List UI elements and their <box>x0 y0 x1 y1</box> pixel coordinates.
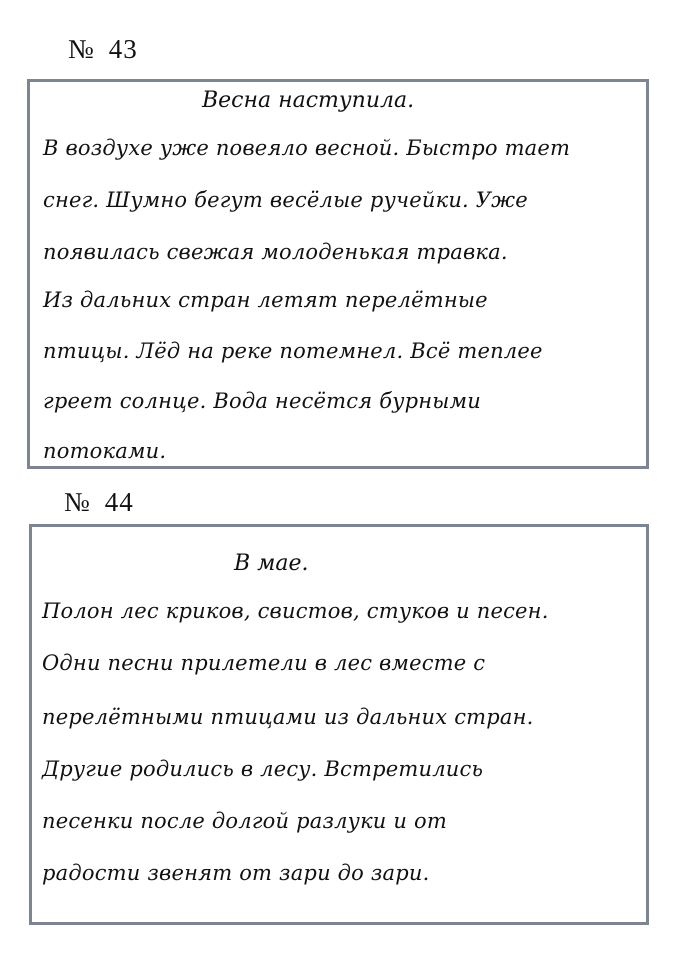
text-line: Из дальних стран летят перелётные <box>43 288 488 312</box>
number-sign: № <box>68 34 95 64</box>
exercise-43-title: Весна наступила. <box>202 88 415 113</box>
text-line: снег. Шумно бегут весёлые ручейки. Уже <box>43 188 528 212</box>
exercise-number-value: 44 <box>104 487 134 517</box>
exercise-43-frame <box>27 79 649 469</box>
text-line: потоками. <box>43 439 167 463</box>
text-line: Одни песни прилетели в лес вместе с <box>42 651 486 675</box>
exercise-number-43 <box>68 34 138 65</box>
text-line: перелётными птицами из дальних стран. <box>42 705 534 729</box>
number-sign: № <box>64 487 91 517</box>
text-line: появилась свежая молоденькая травка. <box>43 240 508 264</box>
text-line: Полон лес криков, свистов, стуков и песен. <box>42 599 549 623</box>
exercise-44-frame <box>29 524 649 925</box>
text-line: птицы. Лёд на реке потемнел. Всё теплее <box>43 339 543 363</box>
text-line: Другие родились в лесу. Встретились <box>42 757 484 781</box>
text-line: песенки после долгой разлуки и от <box>42 809 447 833</box>
text-line: В воздухе уже повеяло весной. Быстро тает <box>43 136 571 160</box>
exercise-number-44 <box>64 487 134 518</box>
text-line: радости звенят от зари до зари. <box>42 861 430 885</box>
exercise-44-title: В мае. <box>234 551 309 576</box>
exercise-number-value: 43 <box>108 34 138 64</box>
text-line: греет солнце. Вода несётся бурными <box>43 389 481 413</box>
